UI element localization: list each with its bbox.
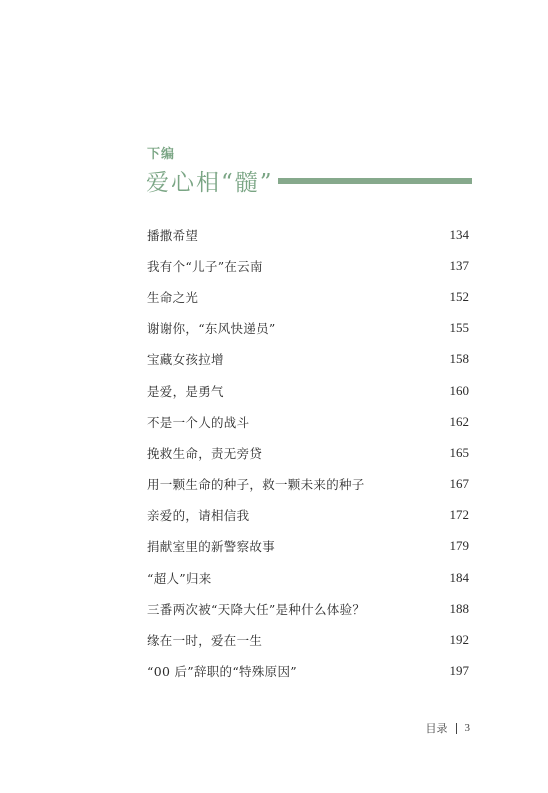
- title-rule: [278, 178, 472, 184]
- toc-entry[interactable]: [147, 500, 469, 531]
- toc-entry[interactable]: [147, 406, 469, 437]
- footer-label: 目录: [425, 722, 448, 735]
- footer-page-number: 3: [464, 722, 470, 734]
- toc-entry[interactable]: [147, 624, 469, 655]
- toc-entry[interactable]: [147, 250, 469, 281]
- toc-entry-title: 我有个“儿子”在云南: [147, 258, 263, 274]
- toc-entry-title: 挽救生命，责无旁贷: [147, 445, 263, 461]
- toc-entry[interactable]: [147, 531, 469, 562]
- footer-divider: [456, 723, 457, 734]
- toc-entry-title: 宝藏女孩拉增: [147, 352, 224, 368]
- toc-entry[interactable]: [147, 562, 469, 593]
- toc-entry-title: 生命之光: [147, 289, 199, 305]
- toc-entry-title: “00 后”辞职的“特殊原因”: [147, 664, 297, 680]
- toc-entry-title: 不是一个人的战斗: [147, 414, 250, 430]
- toc-entry-title: 谢谢你，“东风快递员”: [147, 321, 276, 337]
- toc-entry-page: 172: [449, 507, 469, 523]
- toc-entry-title: 用一颗生命的种子，救一颗未来的种子: [147, 477, 365, 493]
- section-title: 爱心相“髓”: [146, 170, 274, 196]
- toc-entry-title: 缘在一时，爱在一生: [147, 633, 263, 649]
- page-footer: [426, 720, 471, 736]
- toc-entry-page: 137: [449, 257, 469, 273]
- toc-entry-title: 亲爱的，请相信我: [147, 508, 250, 524]
- section-label: 下编: [147, 147, 176, 162]
- toc-entry-page: 155: [449, 320, 469, 336]
- toc-entry-page: 197: [449, 663, 469, 679]
- toc-entry-page: 152: [449, 288, 469, 304]
- toc-entry[interactable]: [147, 469, 469, 500]
- toc-entry-title: “超人”归来: [147, 570, 212, 586]
- toc-entry-page: 167: [449, 476, 469, 492]
- toc-entry-page: 179: [449, 538, 469, 554]
- toc-entry-page: 134: [449, 226, 469, 242]
- toc-entry-page: 192: [449, 632, 469, 648]
- toc-entry-page: 158: [449, 351, 469, 367]
- toc-entry-title: 三番两次被“天降大任”是种什么体验？: [147, 601, 366, 617]
- toc-entry-title: 捐献室里的新警察故事: [147, 539, 276, 555]
- toc-entry-page: 188: [449, 600, 469, 616]
- toc-entry[interactable]: [147, 281, 469, 312]
- toc-entry-page: 160: [449, 382, 469, 398]
- toc-entry-title: 是爱，是勇气: [147, 383, 224, 399]
- toc-entry-page: 162: [449, 413, 469, 429]
- table-of-contents: [147, 219, 469, 687]
- toc-entry-page: 165: [449, 444, 469, 460]
- toc-entry[interactable]: [147, 593, 469, 624]
- toc-entry[interactable]: [147, 375, 469, 406]
- toc-entry[interactable]: [147, 656, 469, 687]
- toc-entry-page: 184: [449, 569, 469, 585]
- toc-entry[interactable]: [147, 313, 469, 344]
- toc-entry-title: 播撒希望: [147, 227, 199, 243]
- toc-entry[interactable]: [147, 219, 469, 250]
- toc-entry[interactable]: [147, 437, 469, 468]
- toc-entry[interactable]: [147, 344, 469, 375]
